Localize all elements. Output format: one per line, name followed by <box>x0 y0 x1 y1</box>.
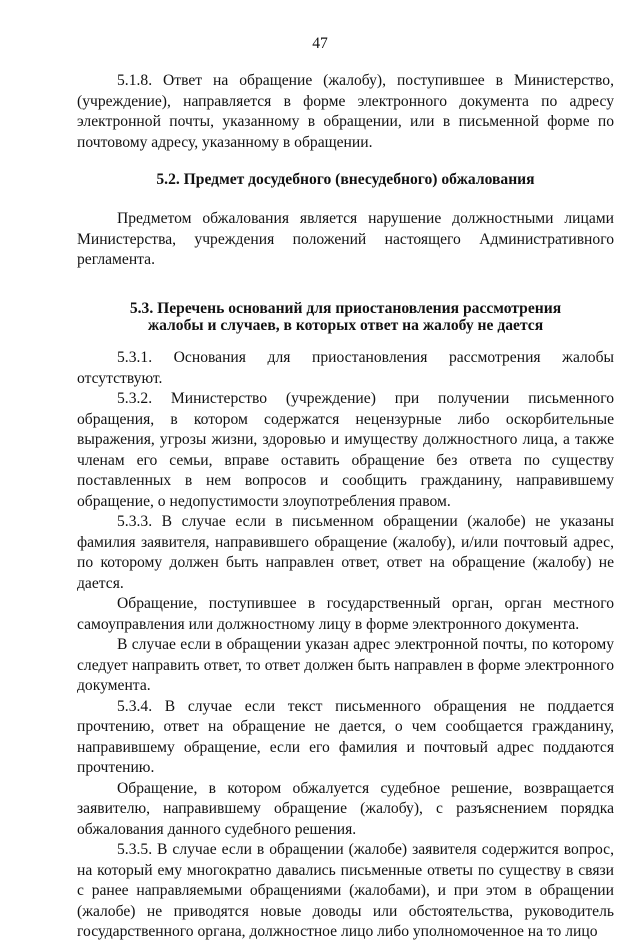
section-5-2 <box>77 209 614 271</box>
heading-5-2: 5.2. Предмет досудебного (внесудебного) обжалования <box>156 171 535 188</box>
paragraph-5-3-3: 5.3.3. В случае если в письменном обращении (жалобе) не указаны фамилия заявителя, направившего обращение (жалобу), и/или почтовый адрес, по которому должен быть направлен ответ, ответ на обращение (жалобу) не дается. <box>77 513 614 592</box>
paragraph-5-3-4: 5.3.4. В случае если текст письменного обращения не поддается прочтению, ответ на обращение не дается, о чем сообщается гражданину, направившему обращение, если его фамилия и почтовый адрес поддаются прочтению. <box>77 697 614 776</box>
paragraph-email-reply: В случае если в обращении указан адрес электронной почты, по которому следует направить ответ, то ответ должен быть направлен в форме электронного документа. <box>77 636 614 694</box>
heading-5-3-line-1: 5.3. Перечень оснований для приостановления рассмотрения <box>129 300 562 317</box>
heading-5-3 <box>77 300 614 334</box>
page-number: 47 <box>312 35 328 52</box>
heading-5-3-line-2: жалобы и случаев, в которых ответ на жалобу не дается <box>147 317 544 334</box>
paragraph-5-3-2: 5.3.2. Министерство (учреждение) при получении письменного обращения, в котором содержатся нецензурные либо оскорбительные выражения, угрозы жизни, здоровью и имуществу должностного лица, а также членам его семьи, вправе оставить обращение без ответа по существу поставленных в нем вопросов и сообщить гражданину, направившему обращение, о недопустимости злоупотребления правом. <box>77 390 614 510</box>
paragraph-5-3-1: 5.3.1. Основания для приостановления рассмотрения жалобы отсутствуют. <box>77 349 614 387</box>
paragraph-5-2: Предметом обжалования является нарушение должностными лицами Министерства, учреждения положений настоящего Административного регламента. <box>77 210 614 268</box>
section-5-1-8 <box>77 71 614 153</box>
paragraph-court-decision: Обращение, в котором обжалуется судебное решение, возвращается заявителю, направившему обращение (жалобу), с разъяснением порядка обжалования данного судебного решения. <box>77 779 614 838</box>
paragraph-5-3-5: 5.3.5. В случае если в обращении (жалобе) заявителя содержится вопрос, на который ему многократно давались письменные ответы по существу в связи с ранее направляемыми обращениями (жалобами), и при этом в обращении (жалобе) не приводятся новые доводы или обстоятельства, руководитель государственного органа, должностное лицо либо уполномоченное на то лицо <box>77 841 614 940</box>
paragraph-5-1-8: 5.1.8. Ответ на обращение (жалобу), поступившее в Министерство, (учреждение), направляется в форме электронного документа по адресу электронной почты, указанному в обращении, или в письменной форме по почтовому адресу, указанному в обращении. <box>77 72 614 151</box>
section-5-3-body <box>77 348 614 943</box>
paragraph-electronic-appeal: Обращение, поступившее в государственный орган, орган местного самоуправления или должностному лицу в форме электронного документа. <box>77 595 614 633</box>
